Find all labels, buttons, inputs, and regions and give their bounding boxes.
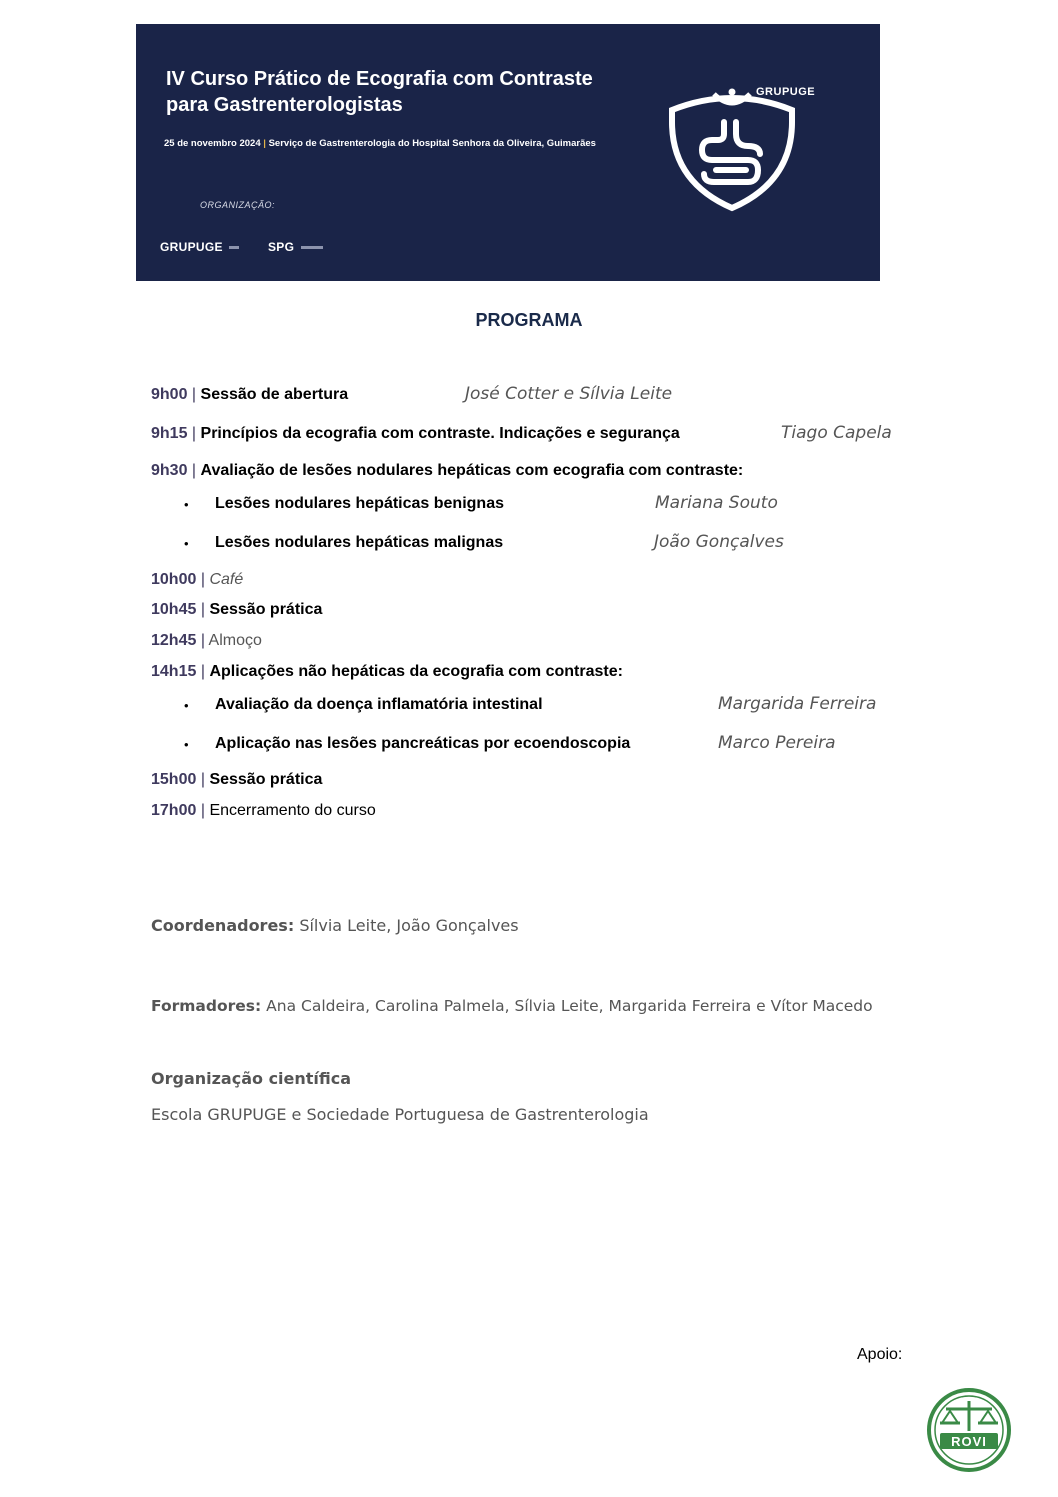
session-title: Aplicações não hepáticas da ecografia com contraste: — [209, 663, 623, 680]
schedule-time: 10h00 — [151, 571, 197, 588]
coordinators-label: Coordenadores: — [151, 916, 295, 935]
separator: | — [200, 663, 205, 680]
session-title: Almoço — [208, 632, 262, 649]
grupuge-brand-text: GRUPUGE — [756, 86, 816, 98]
speaker-name: João Gonçalves — [654, 532, 784, 552]
separator: | — [191, 386, 197, 403]
trainers-names: Ana Caldeira, Carolina Palmela, Sílvia Leite, Margarida Ferreira e Vítor Macedo — [266, 997, 873, 1015]
banner-location: Serviço de Gastrenterologia do Hospital Senhora da Oliveira, Guimarães — [268, 138, 596, 149]
schedule-time: 9h30 — [151, 462, 188, 479]
session-subtitle: Avaliação da doença inflamatória intestinal — [215, 696, 543, 713]
session-title: Sessão prática — [209, 601, 323, 618]
schedule-row — [151, 425, 680, 443]
session-subtitle: Lesões nodulares hepáticas benignas — [215, 495, 504, 512]
separator: | — [200, 802, 205, 819]
support-label: Apoio: — [857, 1346, 903, 1363]
banner-subtitle — [164, 138, 596, 149]
banner-title-line-2: para Gastrenterologistas — [166, 94, 403, 116]
schedule-row — [151, 462, 743, 480]
event-banner — [136, 24, 880, 281]
separator: | — [200, 771, 205, 788]
schedule-time: 12h45 — [151, 632, 197, 649]
grupuge-org-logo — [160, 240, 239, 254]
speaker-name: Marco Pereira — [718, 733, 836, 753]
session-title: Café — [209, 571, 244, 588]
intestine-emblem-icon — [664, 82, 800, 212]
schedule-time: 15h00 — [151, 771, 197, 788]
session-subtitle: Aplicação nas lesões pancreáticas por ecoendoscopia — [215, 735, 631, 752]
separator: | — [200, 571, 205, 588]
speaker-name: Mariana Souto — [655, 493, 778, 513]
logo-tagline-mark — [229, 246, 239, 249]
schedule-time: 9h00 — [151, 386, 188, 403]
trainers-line — [151, 997, 873, 1015]
trainers-label: Formadores: — [151, 997, 262, 1015]
scientific-organization-heading — [151, 1069, 351, 1088]
schedule-row — [151, 386, 348, 404]
bullet-marker: • — [184, 536, 189, 551]
scales-icon — [926, 1387, 1012, 1473]
separator: | — [200, 601, 205, 618]
spg-org-logo-text: SPG — [268, 240, 295, 254]
banner-date: 25 de novembro 2024 — [164, 138, 261, 149]
banner-separator: | — [263, 138, 266, 149]
program-heading: PROGRAMA — [475, 310, 583, 330]
speaker-name: Margarida Ferreira — [718, 694, 877, 714]
schedule-row — [151, 802, 376, 820]
separator: | — [191, 425, 197, 442]
schedule-time: 9h15 — [151, 425, 188, 442]
separator: | — [200, 632, 205, 649]
schedule-time: 10h45 — [151, 601, 197, 618]
session-subtitle: Lesões nodulares hepáticas malignas — [215, 534, 504, 551]
banner-title — [166, 66, 593, 118]
speaker-name: José Cotter e Sílvia Leite — [465, 384, 673, 404]
session-title: Avaliação de lesões nodulares hepáticas com ecografia com contraste: — [200, 462, 744, 479]
spg-org-logo — [268, 240, 323, 254]
grupuge-org-logo-text: GRUPUGE — [160, 240, 223, 254]
schedule-time: 17h00 — [151, 802, 197, 819]
schedule-row — [151, 601, 322, 619]
bullet-marker: • — [184, 698, 189, 713]
separator: | — [191, 462, 197, 479]
rovi-logo — [926, 1387, 1012, 1473]
rovi-logo-text: ROVI — [951, 1434, 987, 1449]
speaker-name: Tiago Capela — [781, 423, 892, 443]
schedule-row — [151, 663, 623, 681]
session-title: Encerramento do curso — [209, 802, 376, 819]
schedule-row — [151, 571, 243, 589]
scientific-organization-value: Escola GRUPUGE e Sociedade Portuguesa de Gastrenterologia — [151, 1105, 649, 1124]
session-title: Sessão de abertura — [200, 386, 349, 403]
coordinators-names: Sílvia Leite, João Gonçalves — [299, 916, 519, 935]
bullet-marker: • — [184, 737, 189, 752]
schedule-row — [151, 771, 322, 789]
banner-title-line-1: IV Curso Prático de Ecografia com Contraste — [166, 68, 593, 90]
schedule-time: 14h15 — [151, 663, 197, 680]
schedule-row — [151, 632, 262, 650]
logo-tagline-mark — [301, 246, 323, 249]
coordinators-line — [151, 916, 519, 935]
session-title: Princípios da ecografia com contraste. Indicações e segurança — [200, 425, 680, 442]
scientific-organization-label: Organização científica — [151, 1069, 352, 1088]
session-title: Sessão prática — [209, 771, 323, 788]
bullet-marker: • — [184, 497, 189, 512]
organization-label: ORGANIZAÇÃO: — [200, 200, 276, 210]
